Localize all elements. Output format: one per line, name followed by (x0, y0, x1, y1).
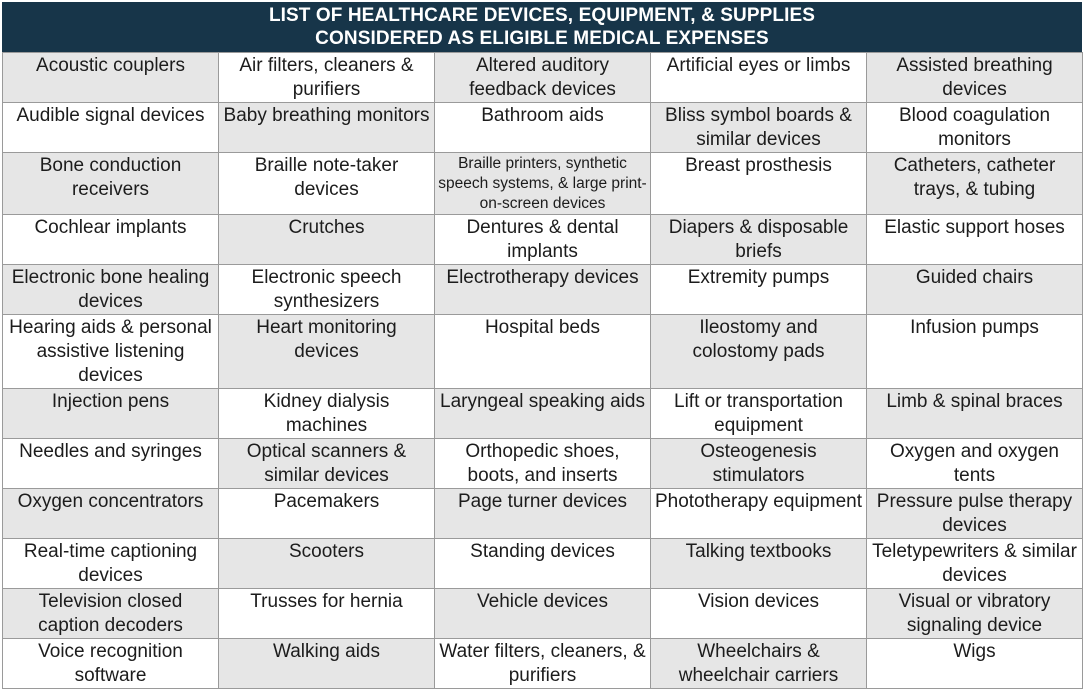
table-cell: Vision devices (651, 589, 867, 639)
table-cell: Diapers & disposable briefs (651, 215, 867, 265)
table-row (3, 489, 1083, 539)
table-row (3, 639, 1083, 689)
table-cell: Blood coagulation monitors (867, 103, 1083, 153)
table-cell: Artificial eyes or limbs (651, 53, 867, 103)
table-cell: Electronic speech synthesizers (219, 265, 435, 315)
table-cell: Orthopedic shoes, boots, and inserts (435, 439, 651, 489)
table-cell: Laryngeal speaking aids (435, 389, 651, 439)
table-cell: Wigs (867, 639, 1083, 689)
table-cell: Optical scanners & similar devices (219, 439, 435, 489)
header-title-line-2: CONSIDERED AS ELIGIBLE MEDICAL EXPENSES (315, 28, 769, 49)
table-cell: Television closed caption decoders (3, 589, 219, 639)
table-cell: Trusses for hernia (219, 589, 435, 639)
table-row (3, 439, 1083, 489)
eligible-devices-document (2, 2, 1082, 686)
table-cell: Cochlear implants (3, 215, 219, 265)
table-cell: Walking aids (219, 639, 435, 689)
table-cell: Needles and syringes (3, 439, 219, 489)
table-cell: Ileostomy and colostomy pads (651, 315, 867, 389)
table-cell: Real-time captioning devices (3, 539, 219, 589)
table-row (3, 53, 1083, 103)
table-cell: Assisted breathing devices (867, 53, 1083, 103)
table-cell: Visual or vibratory signaling device (867, 589, 1083, 639)
table-cell: Oxygen concentrators (3, 489, 219, 539)
table-cell: Bliss symbol boards & similar devices (651, 103, 867, 153)
table-cell: Wheelchairs & wheelchair carriers (651, 639, 867, 689)
table-row (3, 389, 1083, 439)
table-cell: Voice recognition software (3, 639, 219, 689)
table-header (2, 2, 1082, 52)
table-row (3, 103, 1083, 153)
table-cell: Scooters (219, 539, 435, 589)
table-cell: Teletypewriters & similar devices (867, 539, 1083, 589)
table-cell: Extremity pumps (651, 265, 867, 315)
table-cell: Braille note-taker devices (219, 153, 435, 215)
table-cell: Dentures & dental implants (435, 215, 651, 265)
table-cell: Vehicle devices (435, 589, 651, 639)
table-row (3, 589, 1083, 639)
table-cell: Kidney dialysis machines (219, 389, 435, 439)
table-row (3, 153, 1083, 215)
table-cell: Phototherapy equipment (651, 489, 867, 539)
header-title-line-1: LIST OF HEALTHCARE DEVICES, EQUIPMENT, & SUPPLIES (268, 5, 816, 26)
table-cell: Talking textbooks (651, 539, 867, 589)
table-cell: Bathroom aids (435, 103, 651, 153)
table-cell: Breast prosthesis (651, 153, 867, 215)
table-cell: Pacemakers (219, 489, 435, 539)
table-cell: Standing devices (435, 539, 651, 589)
table-cell: Water filters, cleaners, & purifiers (435, 639, 651, 689)
table-cell: Hearing aids & personal assistive listening devices (3, 315, 219, 389)
table-cell: Infusion pumps (867, 315, 1083, 389)
table-cell: Bone conduction receivers (3, 153, 219, 215)
table-cell: Acoustic couplers (3, 53, 219, 103)
table-cell: Page turner devices (435, 489, 651, 539)
table-cell: Injection pens (3, 389, 219, 439)
table-cell: Guided chairs (867, 265, 1083, 315)
table-row (3, 315, 1083, 389)
table-cell: Electronic bone healing devices (3, 265, 219, 315)
table-row (3, 215, 1083, 265)
table-cell: Electrotherapy devices (435, 265, 651, 315)
table-cell: Limb & spinal braces (867, 389, 1083, 439)
table-cell: Baby breathing monitors (219, 103, 435, 153)
table-cell: Catheters, catheter trays, & tubing (867, 153, 1083, 215)
table-cell: Hospital beds (435, 315, 651, 389)
table-cell: Lift or transportation equipment (651, 389, 867, 439)
table-cell: Osteogenesis stimulators (651, 439, 867, 489)
table-cell: Altered auditory feedback devices (435, 53, 651, 103)
table-cell: Air filters, cleaners & purifiers (219, 53, 435, 103)
table-cell: Heart monitoring devices (219, 315, 435, 389)
table-row (3, 539, 1083, 589)
devices-table (2, 52, 1083, 689)
table-row (3, 265, 1083, 315)
table-cell: Elastic support hoses (867, 215, 1083, 265)
table-cell: Audible signal devices (3, 103, 219, 153)
table-cell: Oxygen and oxygen tents (867, 439, 1083, 489)
table-cell: Braille printers, synthetic speech systems, & large print-on-screen devices (435, 153, 651, 215)
table-cell: Pressure pulse therapy devices (867, 489, 1083, 539)
table-cell: Crutches (219, 215, 435, 265)
